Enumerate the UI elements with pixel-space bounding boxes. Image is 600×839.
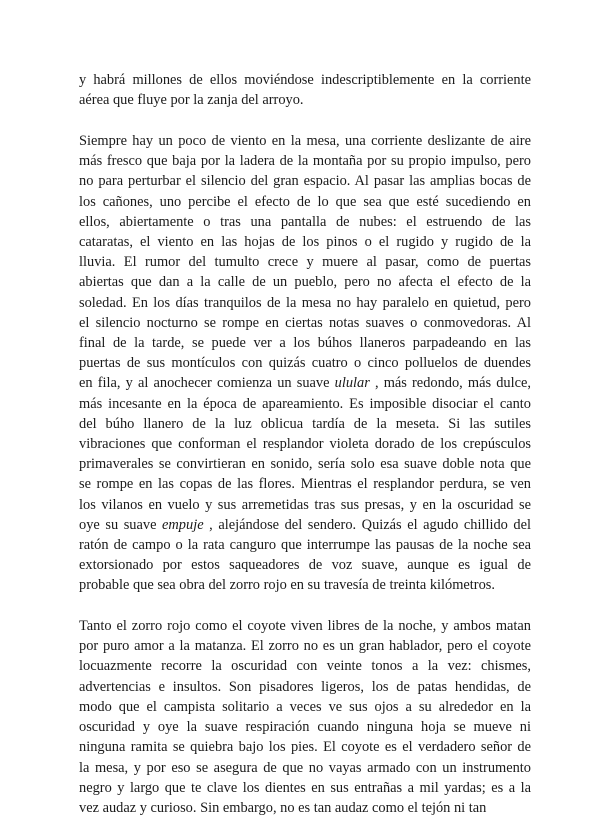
text-segment: vez audaz y curioso. Sin embargo, no es tan audaz como el tejón ni tan [79,799,487,816]
paragraph [79,616,531,818]
text-line [79,758,531,778]
text-segment: y habrá millones de ellos moviéndose indescriptiblemente en la corriente [79,72,531,88]
text-line [79,353,531,373]
text-segment: aérea que fluye por la zanja del arroyo. [79,92,304,109]
text-segment: los cañones, uno percibe el efecto de lo que sea que esté sucediendo en [79,193,531,210]
text-segment: cataratas, el viento en las hojas de los pinos o el rugido y rugido de la [79,233,531,250]
text-line [79,737,531,757]
text-segment: el silencio nocturno se rompe en ciertas notas suaves o conmovedoras. Al [79,314,531,331]
text-line [79,697,531,717]
text-line [79,90,531,110]
text-line [79,798,531,818]
italic-text: ulular [334,375,370,392]
text-segment: los vilanos en vuelo y sus arremetidas tras sus presas, y en la oscuridad se [79,496,531,513]
text-segment: ellos, abiertamente o tras una pantalla de nubes: el estruendo de las [79,213,531,230]
text-segment: locuazmente recorre la oscuridad con veinte tonos a la vez: chismes, [79,658,531,675]
text-segment: primaverales se convirtieran en sonido, sería solo esa suave doble nota que [79,456,531,473]
text-line [79,495,531,515]
text-segment: puertas de sus montículos con quizás cuatro o cinco polluelos de duendes [79,355,531,372]
text-segment: oye su suave [79,516,163,533]
document-page [79,70,531,839]
paragraph [79,70,531,110]
text-segment: más fresco que baja por la ladera de la montaña por su propio impulso, pero [79,153,531,170]
text-line [79,232,531,252]
text-line [79,414,531,434]
text-segment: vibraciones que conforman el resplandor violeta dorado de los crepúsculos [79,435,531,452]
text-segment: soledad. En los días tranquilos de la mesa no hay paralelo en quietud, pero [79,294,531,311]
text-line [79,252,531,272]
text-segment: en fila, y al anochecer comienza un suave [79,375,335,392]
text-segment: se rompe en las copas de las flores. Mientras el resplandor perdura, se ven [79,476,531,493]
text-segment: por puro amor a la matanza. El zorro no es un gran hablador, pero el coyote [79,638,531,655]
text-line [79,70,531,90]
text-segment: , alejándose del sendero. Quizás el agudo chillido del [203,516,531,533]
text-segment: , más redondo, más dulce, [369,375,531,392]
text-line [79,212,531,232]
text-line [79,151,531,171]
text-line [79,535,531,555]
text-segment: más incesante en la época de apareamiento. Es imposible disociar el canto [79,395,531,412]
text-segment: probable que sea obra del zorro rojo en su travesía de treinta kilómetros. [79,577,495,594]
text-segment: oscuridad y oye la suave respiración cuando ninguna hoja se mueve ni [79,719,531,736]
text-segment: advertencias e insultos. Son pisadores ligeros, los de patas hendidas, de [79,678,531,695]
text-line [79,434,531,454]
text-line [79,192,531,212]
text-line [79,575,531,595]
text-line [79,293,531,313]
text-line [79,677,531,697]
text-line [79,717,531,737]
text-line [79,636,531,656]
text-line [79,656,531,676]
text-segment: Siempre hay un poco de viento en la mesa, una corriente deslizante de aire [79,132,531,149]
text-segment: abiertas que dan a la calle de un pueblo, pero no afecta el efecto de la [79,274,531,291]
text-line [79,333,531,353]
text-line [79,474,531,494]
text-segment: lluvia. El rumor del tumulto crece y muere al pasar, como de puertas [79,254,531,271]
text-line [79,454,531,474]
text-line [79,272,531,292]
text-segment: extorsionado por estos saqueadores de voz suave, aunque es igual de [79,557,531,574]
text-line [79,616,531,636]
text-line [79,313,531,333]
text-segment: final de la tarde, se puede ver a los búhos llaneros parpadeando en las [79,334,531,351]
text-line [79,131,531,151]
text-segment: ratón de campo o la rata canguro que interrumpe las pausas de la noche sea [79,536,531,553]
text-line [79,373,531,393]
text-line [79,515,531,535]
text-line [79,394,531,414]
paragraph [79,131,531,596]
body-text [79,70,531,818]
text-segment: ninguna ramita se quiebra bajo los pies. El coyote es el verdadero señor de [79,739,531,756]
text-segment: Tanto el zorro rojo como el coyote viven libres de la noche, y ambos matan [79,618,531,635]
text-line [79,778,531,798]
text-line [79,555,531,575]
italic-text: empuje [162,516,204,533]
text-segment: modo que el campista solitario a veces ve sus ojos a su alrededor en la [79,698,531,715]
text-segment: negro y largo que te clave los dientes en sus entrañas a mil yardas; es a la [79,779,531,796]
text-segment: del búho llanero de la luz oblicua tardía de la meseta. Si las sutiles [79,415,531,432]
text-segment: la mesa, y por eso se asegura de que no vayas armado con un instrumento [79,759,531,776]
text-segment: no para perturbar el silencio del gran espacio. Al pasar las amplias bocas de [79,173,531,190]
text-line [79,171,531,191]
